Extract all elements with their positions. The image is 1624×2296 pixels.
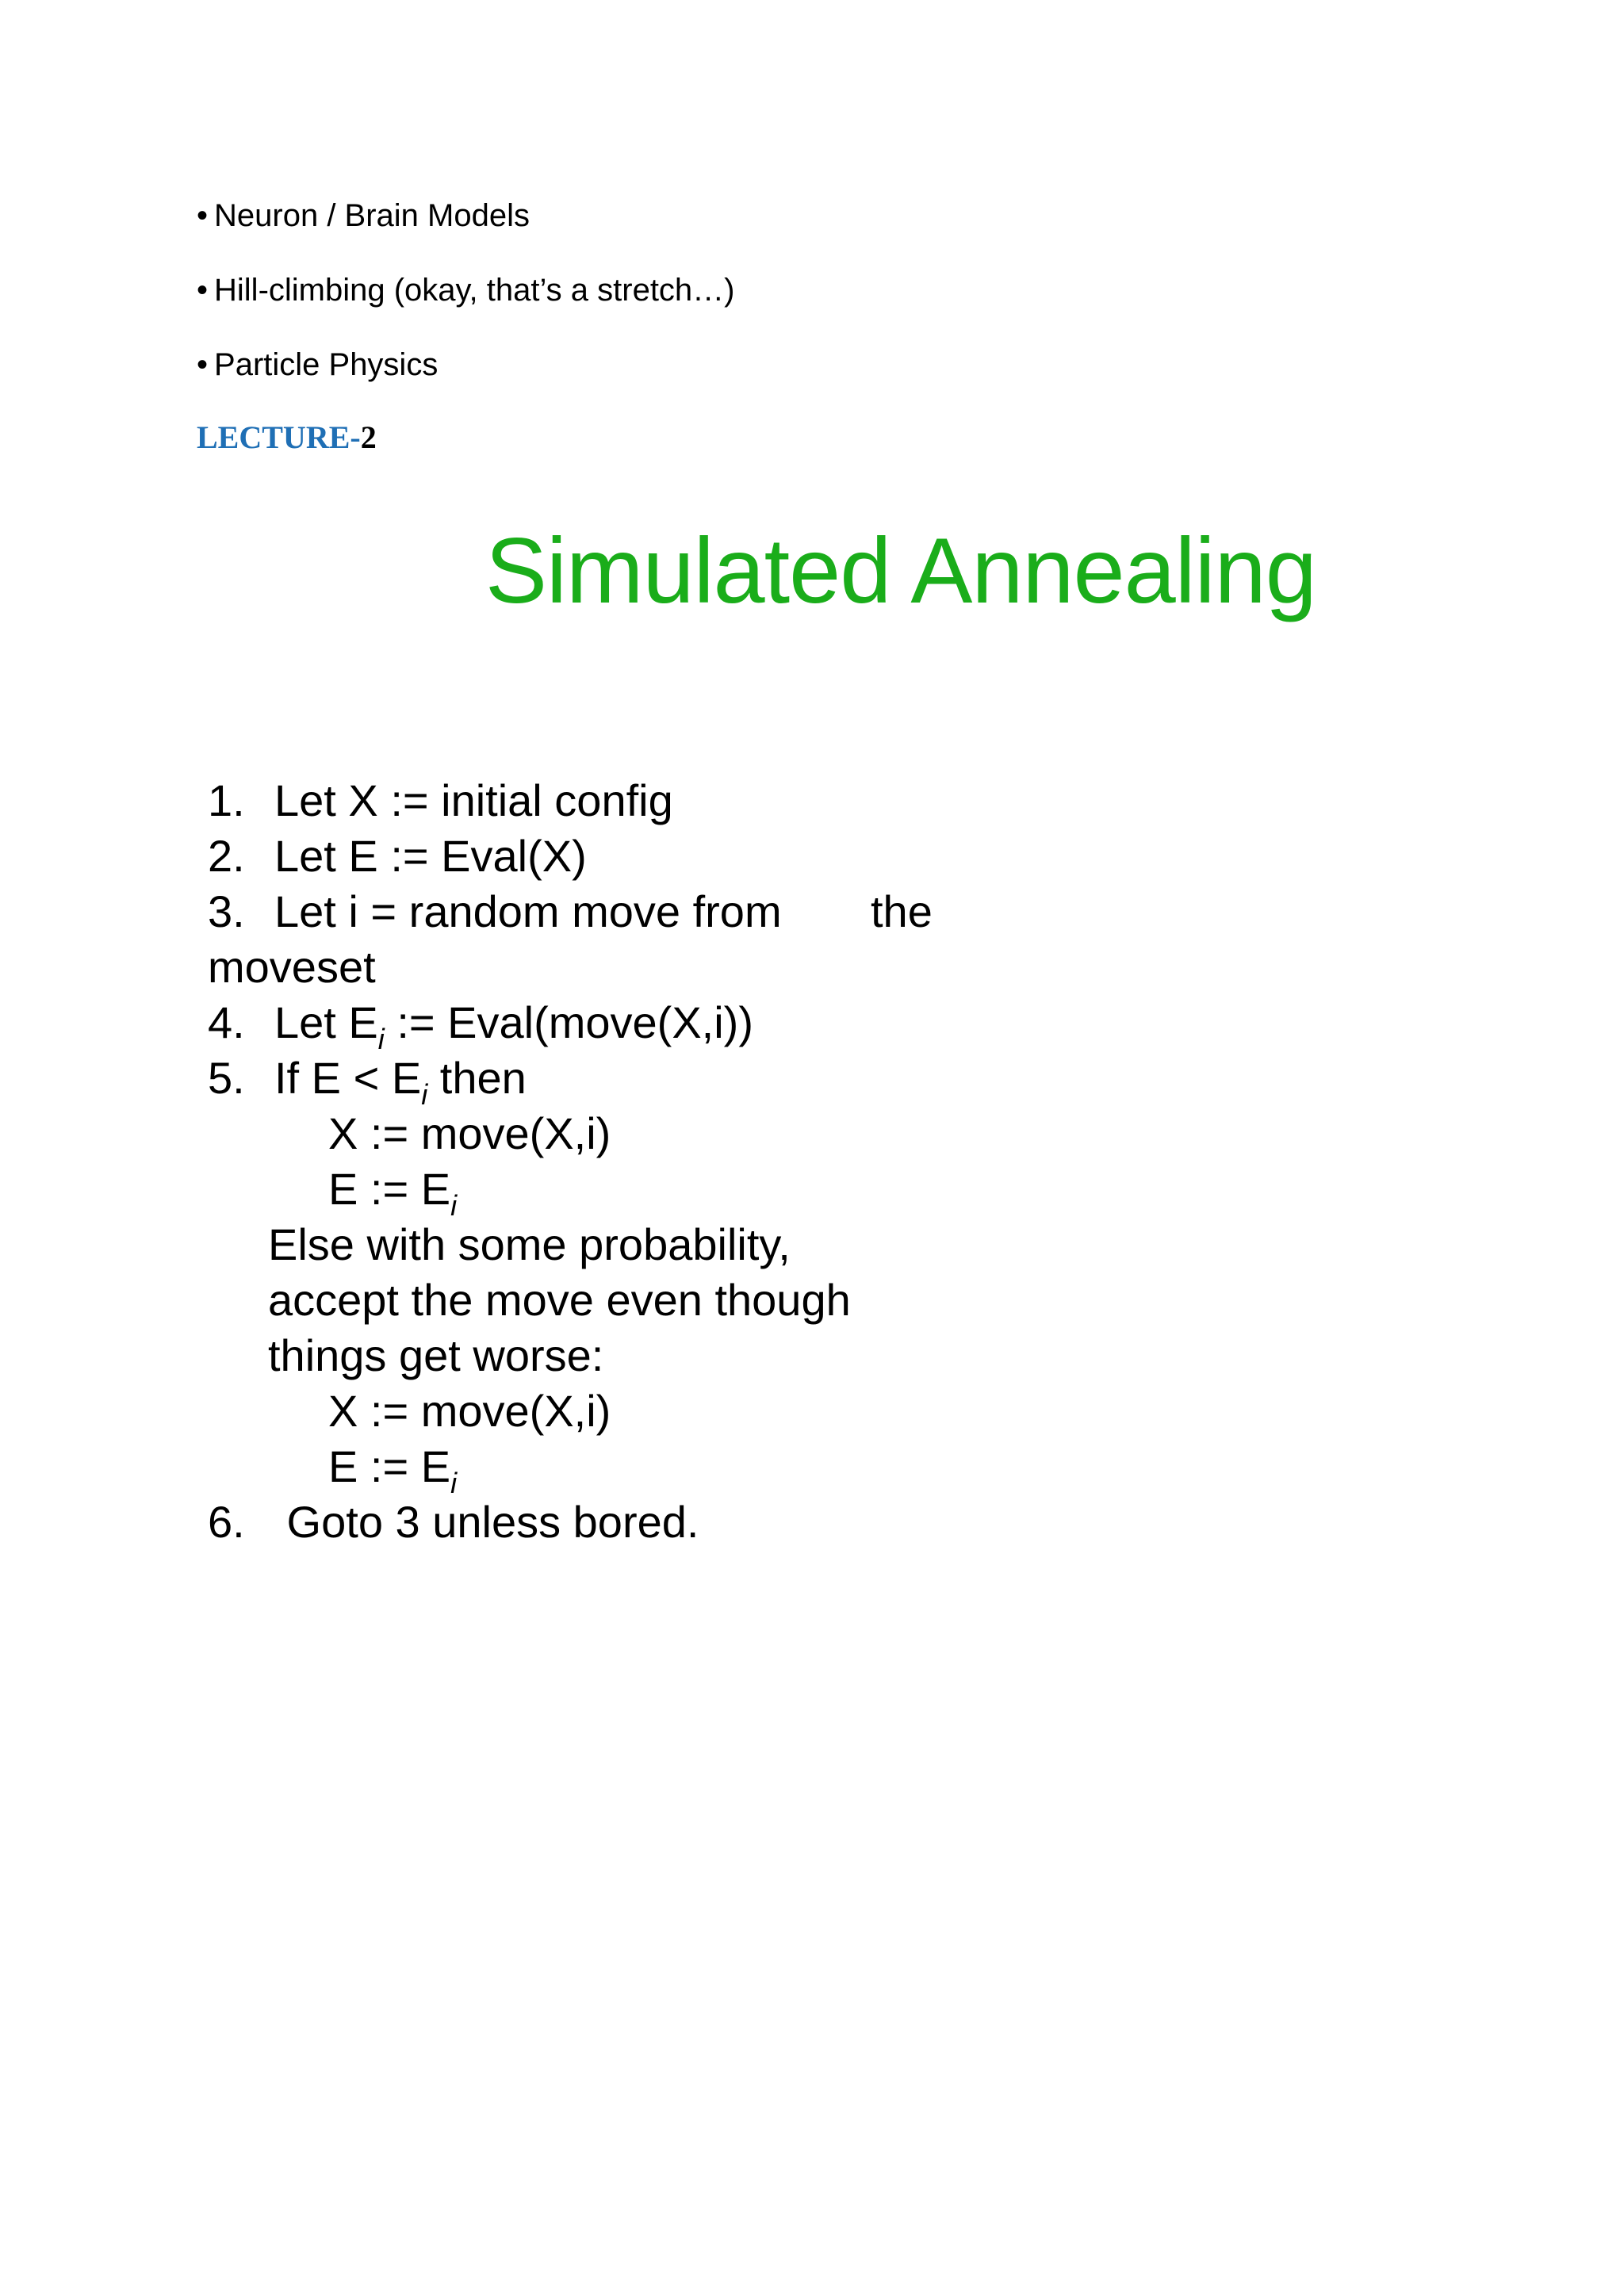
assign-text: E := E — [328, 1164, 451, 1214]
step-text: Let X := initial config — [274, 775, 673, 825]
bullet-text: Particle Physics — [214, 347, 439, 382]
lecture-heading — [197, 419, 377, 457]
else-line-2: accept the move even though — [268, 1275, 851, 1325]
bullet-dot: • — [197, 347, 209, 382]
step-number: 6. — [208, 1497, 245, 1547]
bullet-text: Hill-climbing (okay, that’s a stretch…) — [214, 273, 735, 308]
slide-title: Simulated Annealing — [485, 519, 1316, 622]
else-assign-e — [208, 1441, 458, 1499]
step-text: Goto 3 unless bored. — [274, 1497, 699, 1547]
step-6 — [208, 1497, 699, 1548]
subscript: i — [377, 1023, 385, 1055]
step-4 — [208, 997, 753, 1055]
then-assign-e — [208, 1164, 458, 1222]
else-line-1: Else with some probability, — [268, 1219, 791, 1269]
subscript: i — [421, 1078, 428, 1111]
bullet-dot: • — [197, 273, 209, 308]
step-3-tail: the — [871, 886, 933, 936]
bullet-dot: • — [197, 198, 209, 233]
step-text-post: := Eval(move(X,i)) — [384, 997, 753, 1047]
step-5 — [208, 1053, 527, 1111]
else-assign-x: X := move(X,i) — [328, 1386, 611, 1436]
step-text: Let E := Eval(X) — [274, 831, 587, 881]
step-text-post: then — [427, 1053, 527, 1103]
lecture-word: LECTURE- — [197, 419, 361, 455]
step-number: 5. — [208, 1053, 245, 1103]
step-text-pre: If E < E — [274, 1053, 422, 1103]
step-number: 4. — [208, 997, 245, 1047]
step-3 — [208, 886, 782, 937]
assign-text: E := E — [328, 1441, 451, 1491]
then-assign-x: X := move(X,i) — [328, 1108, 611, 1158]
step-number: 3. — [208, 886, 245, 936]
bullet-item — [197, 271, 735, 309]
bullet-item — [197, 346, 438, 384]
subscript: i — [450, 1189, 458, 1222]
else-line-3: things get worse: — [268, 1330, 604, 1380]
bullet-text: Neuron / Brain Models — [214, 198, 530, 233]
step-2 — [208, 831, 587, 882]
step-number: 1. — [208, 775, 245, 825]
step-3-continuation: moveset — [208, 942, 376, 992]
subscript: i — [450, 1467, 458, 1499]
step-1 — [208, 775, 673, 826]
step-text: Let i = random move from — [274, 886, 782, 936]
lecture-number: 2 — [360, 419, 377, 455]
step-number: 2. — [208, 831, 245, 881]
bullet-item — [197, 197, 530, 235]
step-text-pre: Let E — [274, 997, 378, 1047]
